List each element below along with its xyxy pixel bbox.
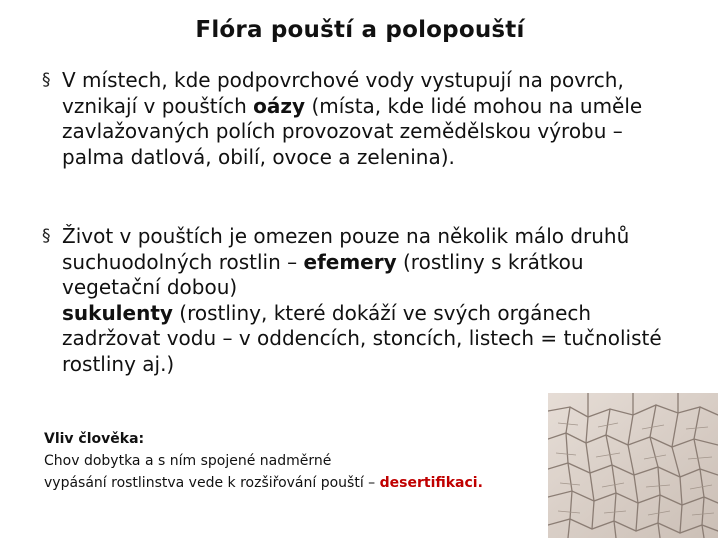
human-impact-line2 <box>44 472 544 494</box>
paragraph-oases-text-start: V místech, kde podpovrchové vody vystupují na povrch, vznikají v pouštích <box>62 68 624 118</box>
paragraph-plants-text-end: (rostliny, které dokáží ve svých orgánech zadržovat vodu – v oddencích, stoncích, listech = tučnolisté rostliny aj.) <box>62 300 662 376</box>
human-impact-line2-text: vypásání rostlinstva vede k rozšiřování pouští – <box>44 475 380 491</box>
human-impact-line1: Chov dobytka a s ním spojené nadměrné <box>44 453 332 469</box>
paragraph-plants <box>42 224 662 377</box>
human-impact-block <box>44 428 544 494</box>
paragraph-oases <box>42 68 662 170</box>
bullet-icon: § <box>42 226 51 246</box>
term-desertifikace: desertifikaci. <box>379 475 483 491</box>
paragraph-plants-text-mid: (rostliny s krátkou vegetační dobou) <box>62 249 584 299</box>
term-oazy: oázy <box>253 93 306 118</box>
human-impact-heading: Vliv člověka: <box>44 431 145 447</box>
slide-title: Flóra pouští a polopouští <box>195 17 525 43</box>
paragraph-plants-text-start: Život v pouštích je omezen pouze na několik málo druhů suchuodolných rostlin – <box>62 224 630 274</box>
paragraph-oases-text-end: (místa, kde lidé mohou na uměle zavlažovaných polích provozovat zemědělskou výrobu – palma datlová, obilí, ovoce a zelenina). <box>62 93 643 169</box>
term-sukulenty: sukulenty <box>62 300 173 325</box>
cracked-earth-image <box>548 393 718 538</box>
bullet-icon: § <box>42 70 51 90</box>
term-efemery: efemery <box>303 249 397 274</box>
cracked-earth-photo <box>548 393 718 538</box>
